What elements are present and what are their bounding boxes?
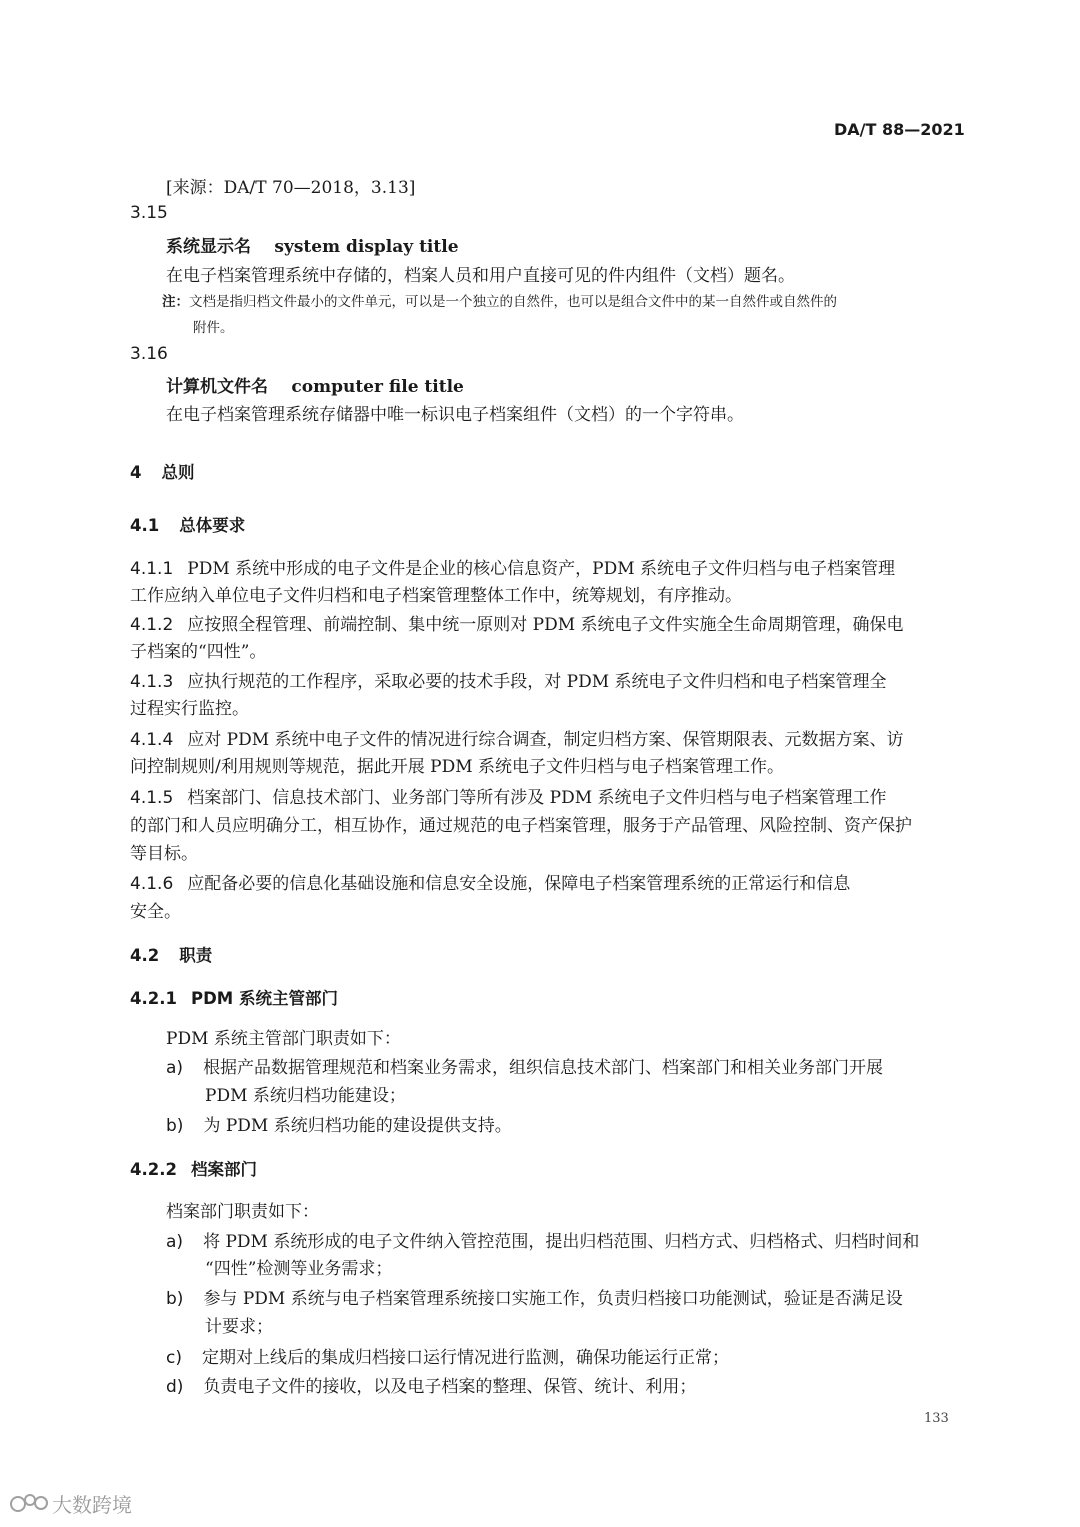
section-number-4-2-2: 4.2.2 [130, 1160, 177, 1179]
list-item-4-2-2-c [166, 1343, 729, 1368]
list-label: b) [166, 1289, 184, 1309]
clause-4-1-4-line-2: 问控制规则/利用规则等规范，据此开展 PDM 系统电子文件归档与电子档案管理工作。 [130, 757, 785, 777]
list-item-4-2-1-b [166, 1111, 512, 1136]
list-item-4-2-2-d [166, 1372, 696, 1397]
term-cn-3-15: 系统显示名 [166, 237, 251, 257]
intro-4-2-1: PDM 系统主管部门职责如下： [166, 1029, 401, 1049]
clause-4-1-3-line-2: 过程实行监控。 [130, 699, 249, 719]
watermark-text: 大数跨境 [52, 1493, 132, 1517]
list-text: 为 PDM 系统归档功能的建设提供支持。 [203, 1116, 512, 1136]
clause-4-1-4-line-1 [130, 725, 904, 750]
list-text: 定期对上线后的集成归档接口运行情况进行监测，确保功能运行正常； [201, 1348, 729, 1368]
list-label: b) [166, 1116, 184, 1136]
list-text: 参与 PDM 系统与电子档案管理系统接口实施工作，负责归档接口功能测试，验证是否满足设 [203, 1289, 903, 1309]
term-definition-3-16: 在电子档案管理系统存储器中唯一标识电子档案组件（文档）的一个字符串。 [166, 405, 744, 425]
term-number-3-16: 3.16 [130, 344, 168, 364]
clause-number: 4.1.6 [130, 874, 174, 894]
section-title-4-2-2: 档案部门 [190, 1160, 257, 1179]
clause-4-1-1-line-1 [130, 554, 895, 579]
watermark [8, 1489, 132, 1518]
list-label: a) [166, 1058, 184, 1078]
section-number-4: 4 [130, 463, 142, 482]
list-label: c) [166, 1348, 182, 1368]
term-number-3-15: 3.15 [130, 203, 168, 223]
clause-4-1-5-line-1 [130, 783, 887, 808]
term-en-3-15: system display title [274, 237, 459, 257]
clause-text: 应按照全程管理、前端控制、集中统一原则对 PDM 系统电子文件实施全生命周期管理，确保电 [187, 615, 904, 635]
section-heading-4-2 [130, 942, 212, 966]
note-text-1: 文档是指归档文件最小的文件单元，可以是一个独立的自然件，也可以是组合文件中的某一自然件或自然件的 [189, 294, 837, 310]
list-item-4-2-2-b-cont: 计要求； [205, 1317, 273, 1337]
section-heading-4-2-2 [130, 1156, 257, 1180]
clause-4-1-2-line-1 [130, 610, 904, 635]
section-title-4-2-1: PDM 系统主管部门 [190, 989, 338, 1008]
page-number: 133 [924, 1411, 949, 1426]
list-label: a) [166, 1232, 184, 1252]
clause-4-1-1-line-2: 工作应纳入单位电子文件归档和电子档案管理整体工作中，统筹规划，有序推动。 [130, 586, 742, 606]
list-text: 负责电子文件的接收，以及电子档案的整理、保管、统计、利用； [203, 1377, 697, 1397]
list-text: 将 PDM 系统形成的电子文件纳入管控范围，提出归档范围、归档方式、归档格式、归档时间和 [203, 1232, 920, 1252]
section-title-4-1: 总体要求 [179, 516, 246, 535]
term-title-3-15 [166, 232, 459, 257]
section-heading-4-2-1 [130, 985, 338, 1009]
clause-number: 4.1.2 [130, 615, 174, 635]
intro-4-2-2: 档案部门职责如下： [166, 1202, 319, 1222]
section-heading-4 [130, 459, 194, 483]
clause-4-1-6-line-1 [130, 869, 850, 894]
section-title-4-2: 职责 [179, 946, 213, 965]
note-label: 注： [162, 294, 189, 310]
watermark-logo-icon [8, 1491, 50, 1517]
clause-number: 4.1.5 [130, 788, 174, 808]
list-item-4-2-2-a [166, 1227, 919, 1252]
clause-text: 档案部门、信息技术部门、业务部门等所有涉及 PDM 系统电子文件归档与电子档案管理工作 [187, 788, 887, 808]
clause-4-1-3-line-1 [130, 667, 887, 692]
list-item-4-2-1-a-cont: PDM 系统归档功能建设； [205, 1086, 406, 1106]
clause-text: 应对 PDM 系统中电子文件的情况进行综合调查，制定归档方案、保管期限表、元数据方案、访 [187, 730, 904, 750]
document-code-header: DA/T 88—2021 [834, 120, 965, 139]
note-line-1 [162, 290, 837, 310]
list-label: d) [166, 1377, 184, 1397]
term-en-3-16: computer file title [291, 377, 464, 397]
list-text: 根据产品数据管理规范和档案业务需求，组织信息技术部门、档案部门和相关业务部门开展 [203, 1058, 884, 1078]
clause-number: 4.1.4 [130, 730, 174, 750]
clause-4-1-2-line-2: 子档案的“四性”。 [130, 642, 267, 662]
clause-number: 4.1.3 [130, 672, 174, 692]
section-title-4: 总则 [161, 463, 195, 482]
clause-text: 应配备必要的信息化基础设施和信息安全设施，保障电子档案管理系统的正常运行和信息 [187, 874, 851, 894]
section-heading-4-1 [130, 512, 245, 536]
term-cn-3-16: 计算机文件名 [166, 377, 268, 397]
term-definition-3-15: 在电子档案管理系统中存储的，档案人员和用户直接可见的件内组件（文档）题名。 [166, 266, 795, 286]
section-number-4-2: 4.2 [130, 946, 160, 965]
clause-4-1-6-line-2: 安全。 [130, 902, 181, 922]
list-item-4-2-2-b [166, 1284, 903, 1309]
section-number-4-2-1: 4.2.1 [130, 989, 177, 1008]
clause-text: PDM 系统中形成的电子文件是企业的核心信息资产，PDM 系统电子文件归档与电子档案管理 [187, 559, 896, 579]
clause-4-1-5-line-2: 的部门和人员应明确分工，相互协作，通过规范的电子档案管理，服务于产品管理、风险控制、资产保护 [130, 816, 912, 836]
clause-4-1-5-line-3: 等目标。 [130, 844, 198, 864]
source-reference: [来源：DA/T 70—2018，3.13] [166, 178, 416, 198]
list-item-4-2-2-a-cont: “四性”检测等业务需求； [205, 1259, 393, 1279]
section-number-4-1: 4.1 [130, 516, 160, 535]
list-item-4-2-1-a [166, 1053, 883, 1078]
clause-number: 4.1.1 [130, 559, 174, 579]
note-line-2: 附件。 [193, 320, 234, 336]
term-title-3-16 [166, 372, 464, 397]
clause-text: 应执行规范的工作程序，采取必要的技术手段，对 PDM 系统电子文件归档和电子档案管理全 [187, 672, 887, 692]
